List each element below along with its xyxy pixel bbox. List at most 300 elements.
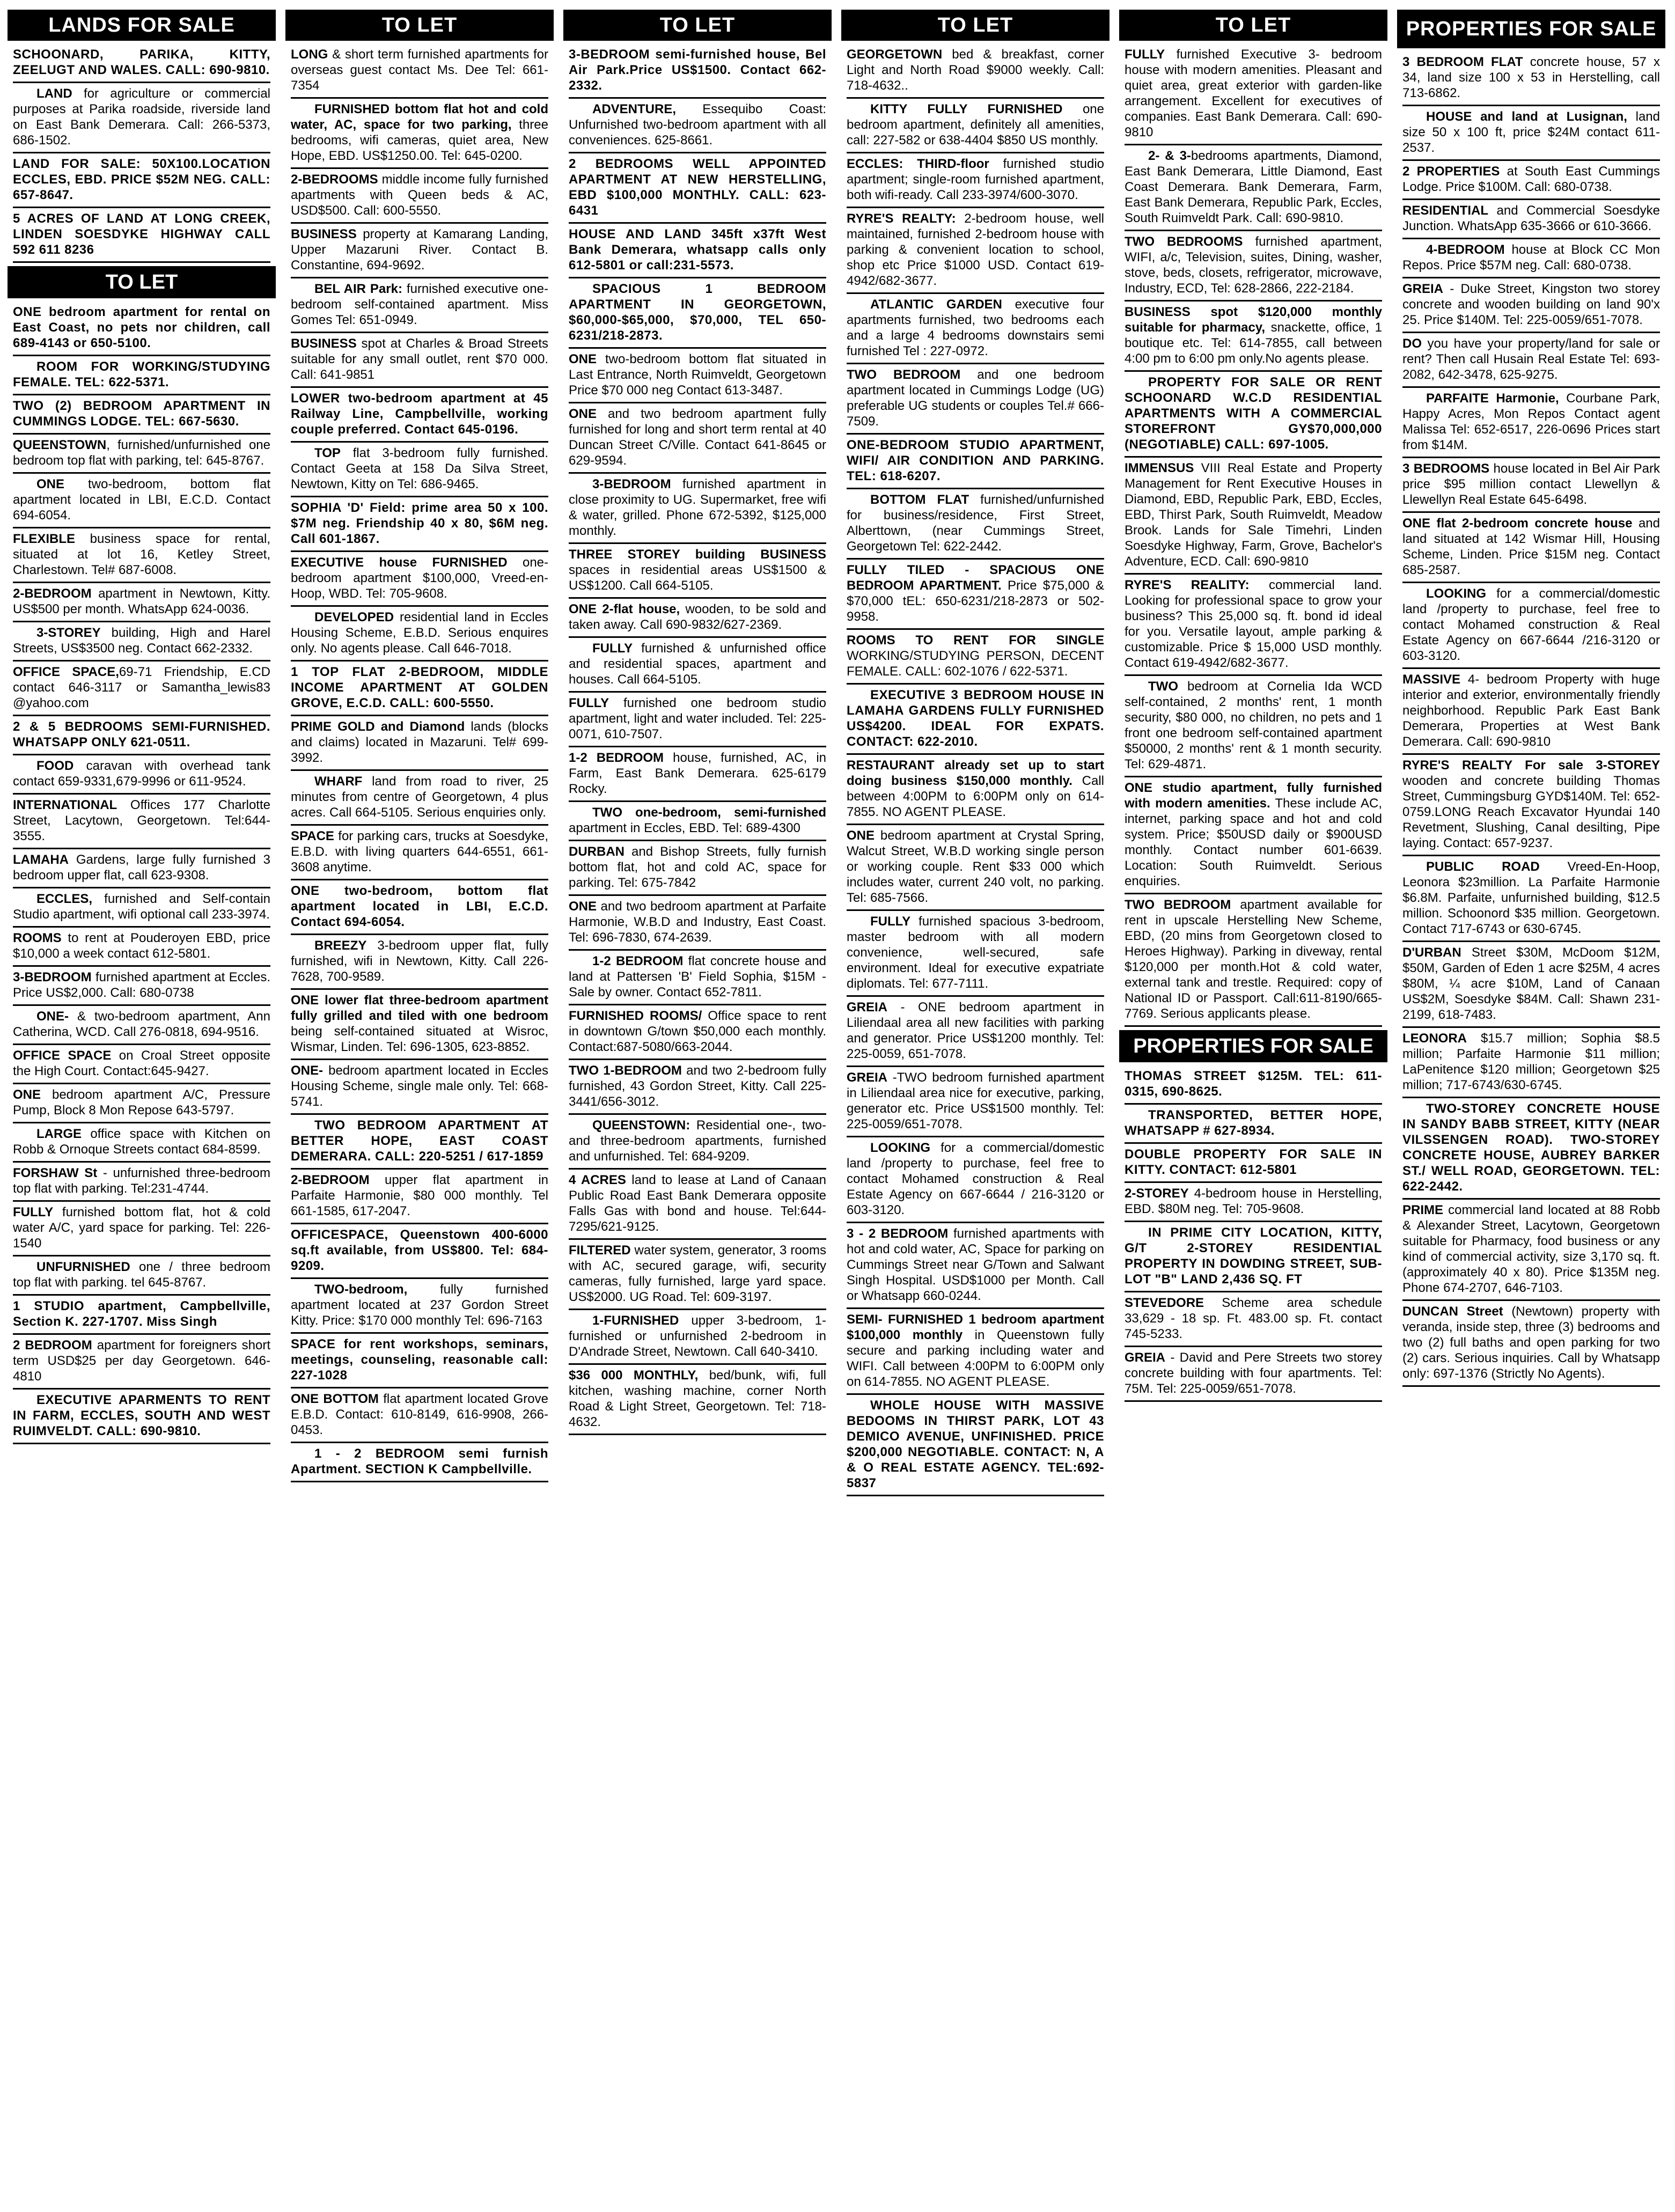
ad-lead: 2-BEDROOM [291,1173,370,1187]
ad-lead: BUSINESS [291,227,357,241]
ad-lead: LONG [291,47,328,62]
classified-ad [291,1060,548,1115]
ad-text: land size 50 x 100 ft, price $24M contact 611-2537. [1402,109,1660,155]
ad-text: HOUSE AND LAND 345ft x37ft West Bank Demerara, whatsapp calls only 612-5801 or call:231-5573. [569,227,826,273]
classified-ad [291,607,548,662]
ad-text: for parking cars, trucks at Soesdyke, E.B.D. with living quarters 644-6551, 661-3608 anytime. [291,829,548,874]
ad-text: apartment in Newtown, Kitty. US$500 per month. WhatsApp 624-0036. [13,586,270,616]
ad-text: & two-bedroom apartment, Ann Catherina, WCD. Call 276-0818, 694-9516. [13,1009,270,1039]
classified-ad [291,224,548,278]
classified-ad [569,44,826,99]
ad-text: caravan with overhead tank contact 659-9331,679-9996 or 611-9524. [13,759,270,789]
ad-text: water system, generator, 3 rooms with AC, secured garage, wifi, security cameras, fully furnished, large yard space. US$2000. UG Road. Tel: 609-3197. [569,1243,826,1304]
classified-ad [1125,1144,1382,1183]
classified-ad [569,153,826,224]
classified-ad [847,44,1104,99]
ad-lead: ONE [36,477,65,491]
ad-lead: GEORGETOWN [847,47,943,62]
ad-text: office space with Kitchen on Robb & Ornoque Streets contact 684-8599. [13,1127,270,1157]
ad-lead: 1-2 BEDROOM [569,751,664,765]
ad-text: property at Kamarang Landing, Upper Mazaruni River. Contact B. Constantine, 694-9692. [291,227,548,273]
ad-lead: DURBAN [569,844,625,859]
classified-ad [569,544,826,599]
ad-lead: ROOMS [13,931,62,945]
ad-lead: ONE [569,407,597,421]
ad-text: upper flat apartment in Parfaite Harmonie, $80 000 monthly. Tel 661-1585, 617-2047. [291,1173,548,1218]
ad-lead: ECCLES: THIRD-floor [847,157,989,171]
classified-ad [847,1309,1104,1395]
section-header: LANDS FOR SALE [8,10,276,41]
ad-text: two-bedroom bottom flat situated in Last Entrance, North Ruimveldt, Georgetown Price $70 000 neg Contact 613-3487. [569,352,826,398]
classified-ad [291,497,548,552]
ad-text: LOWER two-bedroom apartment at 45 Railway Line, Campbellville, working couple preferred. Contact 645-0196. [291,391,548,437]
ad-lead: PRIME [1402,1203,1444,1217]
ad-text: and Commercial Soesdyke Junction. WhatsApp 635-3666 or 610-3666. [1402,203,1660,233]
ad-lead: HOUSE and land at Lusignan, [1426,109,1627,124]
classified-ad [13,928,270,967]
classified-ad [847,435,1104,489]
ad-text: 2 & 5 BEDROOMS SEMI-FURNISHED. WHATSAPP ONLY 621-0511. [13,719,270,749]
ad-lead: QUEENSTOWN: [592,1118,690,1133]
ad-lead: FURNISHED ROOMS/ [569,1009,702,1023]
classified-ad [569,1365,826,1435]
ad-text: ROOM FOR WORKING/STUDYING FEMALE. TEL: 622-5371. [13,359,270,390]
ad-text: bedroom at Cornelia Ida WCD self-contained, 2 months' rent, 1 month security, $80 000, no children, no pets and 1 front one bedroom self-contained apartment $50000, 2 months' rent & 1 month security. Tel: 629-4871. [1125,679,1382,771]
ad-lead: FLEXIBLE [13,532,76,546]
ad-text: two-bedroom, bottom flat apartment located in LBI, E.C.D. Contact 694-6054. [13,477,270,523]
ad-text: bedroom apartment at Crystal Spring, Walcut Street, W.B.D working single person or working couple. Rent $33 000 which includes water, current 240 volt, no parking. Tel: 685-7566. [847,828,1104,905]
classified-ad [291,1115,548,1170]
classified-ad [569,1060,826,1115]
ad-text: one-bedroom apartment $100,000, Vreed-en-Hoop, WBD. Tel: 705-9608. [291,555,548,601]
ad-text: house located in Bel Air Park price $95 million contact Llewellyn & Llewellyn Real Estate 645-6498. [1402,461,1660,507]
section-header: TO LET [8,266,276,298]
ad-lead: 4 ACRES [569,1173,626,1187]
section-header: TO LET [841,10,1110,41]
classified-ad [291,552,548,607]
ad-text: Residential one-, two- and three-bedroom apartments, furnished and unfurnished. Tel: 684-9209. [569,1118,826,1164]
ad-lead: THREE STOREY building BUSINESS [569,547,826,562]
classified-ad [569,1005,826,1060]
classified-page [8,10,1667,2204]
ad-text: concrete house, 57 x 34, land size 100 x 53 in Herstelling, call 713-6862. [1402,55,1661,100]
classified-ad [13,83,270,153]
ad-lead: DEVELOPED [314,610,394,624]
ad-lead: LAMAHA [13,853,69,867]
classified-ad [291,333,548,388]
ad-lead: 3 - 2 BEDROOM [847,1226,949,1241]
ad-list [563,41,832,1435]
ad-lead: BOTTOM FLAT [870,493,969,507]
ad-lead: TWO BEDROOM [847,368,961,382]
ad-text: fully furnished apartment located at 237 Gordon Street Kitty. Price: $170 000 monthly Tel: 696-7163 [291,1282,548,1328]
ad-lead: SPACE [291,829,334,843]
ad-text: flat concrete house and land at Pattersen 'B' Field Sophia, $15M - Sale by owner. Contact 652-7811. [569,954,827,1000]
classified-ad [1125,894,1382,1027]
ad-text: 2-bedroom house, well maintained, furnished 2-bedroom house with parking & convenient location to school, shop etc Price $1000 USD. Contact 619-4942/682-3677. [847,211,1105,288]
ad-lead: FULLY [592,641,633,656]
classified-ad [569,841,826,896]
classified-ad [847,1137,1104,1223]
ad-lead: 4-BEDROOM [1426,242,1505,257]
ad-lead: LOOKING [870,1141,930,1155]
ad-text: PROPERTY FOR SALE OR RENT SCHOONARD W.C.D RESIDENTIAL APARTMENTS WITH A COMMERCIAL STOREFRONT GY$70,000,000 (NEGOTIABLE) CALL: 697-1005. [1125,375,1382,452]
classified-ad [569,599,826,638]
classified-ad [847,1067,1104,1137]
classified-ad [847,825,1104,911]
classified-ad [13,153,270,208]
ad-lead: LEONORA [1402,1031,1467,1046]
ad-text: commercial land. Looking for professional space to grow your business? This 25,000 sq. ft. bond id ideal for you. Versatile layout, ample parking & customizable. Price $ 15,000 USD monthly. Contact 619-4942/682-3677. [1125,578,1382,670]
ad-lead: FULLY [13,1205,54,1219]
ad-text: 5 ACRES OF LAND AT LONG CREEK, LINDEN SOESDYKE HIGHWAY CALL 592 611 8236 [13,211,270,257]
classified-ad [569,638,826,693]
ad-lead: OFFICE SPACE, [13,665,119,679]
ad-text: SCHOONARD, PARIKA, KITTY, ZEELUGT AND WALES. CALL: 690-9810. [13,47,270,77]
ad-text: These include AC, internet, parking space and hot and cold system. Price; $50USD daily or $900USD monthly. Contact number 601-6639. Location: South Ruimveldt. Serious enquiries. [1125,796,1382,888]
ad-text: on Croal Street opposite the High Court. Contact:645-9427. [13,1048,270,1078]
ad-lead: WHARF [314,774,363,789]
ad-lead: 2 BEDROOM [13,1338,92,1353]
ad-text: 69-71 Friendship, E.CD contact 646-3117 or Samantha_lewis83 @yahoo.com [13,665,270,710]
classified-ad [847,489,1104,560]
ad-text: lands (blocks and claims) located in Mazaruni. Tel# 699-3992. [291,719,548,765]
classified-ad [291,1334,548,1388]
classified-ad [847,560,1104,630]
ad-lead: TOP [314,446,341,460]
ad-text: 3-bedroom upper flat, fully furnished, wifi in Newtown, Kitty. Call 226-7628, 700-9589. [291,938,548,984]
classified-ad [847,630,1104,685]
classified-ad [1402,200,1660,239]
ad-lead: 3-BEDROOM [592,477,671,491]
classified-ad [291,990,548,1060]
ad-text: apartment for foreigners short term USD$25 per day Georgetown. 646-4810 [13,1338,270,1384]
ad-text: for agriculture or commercial purposes at Parika roadside, riverside land on East Bank Demerara. Call: 266-5373, 686-1502. [13,86,270,148]
ad-text: bedroom apartment A/C, Pressure Pump, Block 8 Mon Repose 643-5797. [13,1087,270,1118]
classified-ad [1402,583,1660,669]
ad-text: furnished one bedroom studio apartment, light and water included. Tel: 225-0071, 610-7507. [569,696,826,741]
ad-text: 4-bedroom house in Herstelling, EBD. $80M neg. Tel: 705-9608. [1125,1186,1382,1216]
classified-ad [291,771,548,826]
classified-ad [291,662,548,716]
ad-lead: FULLY [870,914,911,929]
ad-text: TWO-STOREY CONCRETE HOUSE IN SANDY BABB STREET, KITTY (NEAR VILSSENGEN ROAD). TWO-STOREY CONCRETE HOUSE, AUBREY BARKER ST./ WELL ROAD, GEORGETOWN. TEL: 622-2442. [1402,1101,1660,1194]
classified-ad [1125,777,1382,894]
classified-ad [1402,1200,1660,1301]
ad-lead: FULLY [1125,47,1165,62]
ad-lead: MASSIVE [1402,672,1461,687]
ad-text: 3-BEDROOM semi-furnished house, Bel Air Park.Price US$1500. Contact 662-2332. [569,47,826,93]
ad-text: furnished bottom flat, hot & cold water A/C, yard space for parking. Tel: 226-1540 [13,1205,270,1251]
column-lands-for-sale [8,10,276,2204]
ad-text: furnished apartment, WIFI, a/c, Television, suites, Dining, washer, stove, beds, closets, refrigerator, microwave, Industry, ECD, Tel: 628-2866, 222-2184. [1125,234,1382,296]
ad-lead: FURNISHED bottom flat hot and cold water, AC, space for two parking, [291,102,548,132]
ad-lead: INTERNATIONAL [13,798,117,812]
column-to-let-1 [285,10,554,2204]
column-properties-for-sale [1397,10,1665,2204]
ad-lead: ONE lower flat three-bedroom apartment fully grilled and tiled with one bedroom [291,993,548,1023]
ad-lead: FOOD [36,759,74,773]
classified-ad [291,1279,548,1334]
classified-ad [1125,1347,1382,1402]
ad-lead: TWO [1148,679,1178,694]
classified-ad [1125,1222,1382,1292]
classified-ad [13,795,270,849]
ad-lead: 1-2 BEDROOM [592,954,684,968]
classified-ad [847,1223,1104,1309]
ad-text: DOUBLE PROPERTY FOR SALE IN KITTY. CONTACT: 612-5801 [1125,1147,1382,1177]
ad-lead: ONE [569,352,597,366]
ad-lead: FILTERED [569,1243,631,1258]
ad-lead: ONE studio apartment, fully furnished with modern amenities. [1125,781,1382,811]
ad-lead: QUEENSTOWN [13,438,107,452]
ad-lead: BUSINESS [291,336,357,351]
classified-ad [1125,231,1382,302]
classified-ad [1402,333,1660,388]
classified-ad [569,1240,826,1310]
classified-ad [1125,302,1382,372]
ad-lead: LAND [36,86,72,101]
classified-ad [1402,106,1660,161]
classified-ad [1125,1183,1382,1222]
ad-text: Price $75,000 & $70,000 tEL: 650-6231/218-2873 or 502-9958. [847,578,1104,624]
ad-text: 1 TOP FLAT 2-BEDROOM, MIDDLE INCOME APARTMENT AT GOLDEN GROVE, E.C.D. CALL: 600-5550. [291,665,548,710]
ad-list [8,41,276,1444]
classified-ad [1402,755,1660,856]
ad-text: ONE two-bedroom, bottom flat apartment located in LBI, E.C.D. Contact 694-6054. [291,884,548,929]
ad-text: - ONE bedroom apartment in Liliendaal area all new facilities with parking and generator. Price US$1200 monthly. Tel: 225-0059, 651-7078. [847,1000,1104,1061]
classified-ad [1402,1028,1660,1098]
classified-ad [291,278,548,333]
classified-ad [1402,942,1660,1028]
ad-text: Vreed-En-Hoop, Leonora $23million. La Parfaite Harmonie $6.8M. Parfaite, unfurnished building, $12.5 million. Schoonord $35 million. Georgetown. Contact 717-6743 or 630-6745. [1402,859,1660,936]
ad-text: furnished and Self-contain Studio apartment, wifi optional call 233-3974. [13,892,270,922]
classified-ad [291,388,548,443]
classified-ad [13,1084,270,1123]
classified-ad [1125,458,1382,575]
ad-text: WHOLE HOUSE WITH MASSIVE BEDOOMS IN THIRST PARK, LOT 43 DEMICO AVENUE, UNFINISHED. PRICE $200,000 NEGOTIABLE. CONTACT: N, A & O REAL ESTATE AGENCY. TEL:692-5837 [847,1398,1104,1490]
ad-text: SPACE for rent workshops, seminars, meetings, counseling, reasonable call: 227-1028 [291,1337,548,1383]
ad-lead: OFFICE SPACE [13,1048,112,1063]
classified-ad [847,208,1104,294]
classified-ad [13,849,270,888]
classified-ad [13,1006,270,1045]
ad-text: furnished executive one-bedroom self-contained apartment. Miss Gomes Tel: 651-0949. [291,282,548,327]
ad-lead: TWO-bedroom, [314,1282,408,1297]
classified-ad [1125,575,1382,676]
ad-lead: ONE [13,1087,41,1102]
classified-ad [13,1202,270,1256]
classified-ad [847,99,1104,153]
ad-text: in Queenstown fully secure and parking including water and WIFI. Call between 4:00PM to 6:00PM only on 614-7855. NO AGENT PLEASE. [847,1328,1104,1389]
classified-ad [13,888,270,928]
classified-ad [291,1388,548,1443]
ad-text: building, High and Harel Streets, US$3500 neg. Contact 662-2332. [13,626,270,656]
ad-text: furnished & unfurnished office and residential spaces, apartment and houses. Call 664-5105. [569,641,826,687]
column-to-let-4 [1119,10,1387,2204]
classified-ad [1402,856,1660,942]
classified-ad [13,755,270,795]
ad-lead: SEMI- FURNISHED 1 bedroom apartment $100,000 monthly [847,1312,1104,1342]
ad-text: apartment available for rent in upscale Herstelling New Scheme, EBD, (20 mins from Georgetown closed to Heroes Highway). Parking in diveway, rental $120,000 per month.Hot & cold water, external tank and trestle. Required: copy of National ID or Passport. Call:611-8190/665-7769. Serious applicants please. [1125,898,1382,1021]
classified-ad [847,685,1104,755]
classified-ad [13,1163,270,1202]
ad-lead: KITTY FULLY FURNISHED [870,102,1063,116]
ad-lead: GREIA [1125,1350,1166,1365]
ad-text: at South East Cummings Lodge. Price $100M. Call: 680-0738. [1402,164,1661,194]
ad-lead: FORSHAW St [13,1166,98,1180]
ad-text: - unfurnished three-bedroom top flat with parking. Tel:231-4744. [13,1166,271,1196]
section-header: TO LET [285,10,554,41]
ad-text: SOPHIA 'D' Field: prime area 50 x 100. $7M neg. Friendship 40 x 80, $6M neg. Call 601-1867. [291,501,548,546]
ad-text: middle income fully furnished apartments with Queen beds & AC, USD$500. Call: 600-5550. [291,172,548,218]
classified-ad [1402,278,1660,333]
ad-text: 1 STUDIO apartment, Campbellville, Section K. 227-1707. Miss Singh [13,1299,270,1329]
ad-lead: BEL AIR Park: [314,282,402,296]
ad-lead: ONE- [291,1063,323,1078]
ad-lead: GREIA [1402,282,1444,296]
classified-ad [569,278,826,349]
ad-text: three bedrooms, wifi cameras, quiet area, New Hope, EBD. US$1250.00. Tel: 645-0200. [291,117,548,163]
ad-text: wooden and concrete building Thomas Street, Cummingsburg GYD$140M. Tel: 652-0759.LONG Reach Excavator Hyundai 140 Revetment, Slushing, Canal desilting, Pipe laying. Contact: 657-9237. [1402,774,1660,850]
classified-ad [1402,513,1660,583]
classified-ad [569,747,826,802]
ad-text: Call between 4:00PM to 6:00PM only on 614-7855. NO AGENT PLEASE. [847,774,1104,819]
classified-ad [13,1045,270,1084]
classified-ad [847,911,1104,997]
classified-ad [1402,458,1660,513]
ad-text: Gardens, large fully furnished 3 bedroom upper flat, call 623-9308. [13,853,270,883]
ad-lead: PUBLIC ROAD [1426,859,1540,874]
classified-ad [1402,388,1660,458]
ad-text: 2 BEDROOMS WELL APPOINTED APARTMENT AT NEW HERSTELLING, EBD $100,000 MONTHLY. CALL: 623-6431 [569,157,826,218]
classified-ad [1402,239,1660,278]
classified-ad [1402,1098,1660,1200]
ad-lead: 2-BEDROOMS [291,172,378,187]
ad-text: land to lease at Land of Canaan Public Road East Bank Demerara opposite Falls Gas with bond and house. Tel:644-7295/621-9125. [569,1173,827,1234]
ad-lead: ADVENTURE, [592,102,677,116]
ad-text: $15.7 million; Sophia $8.5 million; Parfaite Harmonie $11 million; LaPenitence $120 million; Georgetown $25 million; 717-6743/630-6745. [1402,1031,1660,1092]
ad-lead: 1-FURNISHED [592,1313,679,1328]
classified-ad [1125,1292,1382,1347]
ad-text: house at Block CC Mon Repos. Price $57M neg. Call: 680-0738. [1402,242,1660,273]
classified-ad [291,99,548,169]
classified-ad [291,1443,548,1482]
classified-ad [847,755,1104,825]
ad-text: and two 2-bedroom fully furnished, 43 Gordon Street, Kitty. Call 225- 3441/656-3012. [569,1063,826,1109]
classified-ad [13,1390,270,1444]
ad-text: WORKING/STUDYING PERSON, DECENT FEMALE. CALL: 602-1076 / 622-5371. [847,649,1104,679]
ad-list [285,41,554,1482]
classified-ad [569,1310,826,1365]
ad-lead: TWO BEDROOM [1125,898,1231,912]
ad-text: upper 3-bedroom, 1-furnished or unfurnished 2-bedroom in D'Andrade Street, Newtown. Call 640-3410. [569,1313,826,1359]
classified-ad [291,44,548,99]
ad-text: residential land in Eccles Housing Scheme, E.B.D. Serious enquires only. No agents please. Call 646-7018. [291,610,548,656]
ad-text: 1 - 2 BEDROOM semi furnish Apartment. SECTION K Campbellville. [291,1446,548,1476]
ad-text: for a commercial/domestic land /property to purchase, feel free to contact Mohamed construction & Real Estate Agency on 667-6644 /216-3120 or 603-3120. [1402,586,1660,663]
classified-ad [13,528,270,583]
ad-text: and two bedroom apartment fully furnished for long and short term rental at 40 Duncan Street C/Ville. Contact 641-8645 or 629-9594. [569,407,826,468]
classified-ad [1402,1301,1660,1387]
ad-text: Essequibo Coast: Unfurnished two-bedroom apartment with all conveniences. 625-8661. [569,102,826,148]
ad-lead: LARGE [36,1127,82,1141]
ad-lead: ATLANTIC GARDEN [870,297,1002,312]
classified-ad [13,622,270,662]
ad-lead: ROOMS TO RENT FOR SINGLE [847,633,1104,648]
ad-text: business space for rental, situated at lot 16, Ketley Street, Charlestown. Tel# 687-6008. [13,532,270,577]
ad-text: furnished studio apartment; single-room furnished apartment, both wifi-ready. Call 233-3974/600-3070. [847,157,1104,202]
classified-ad [569,1115,826,1170]
classified-ad [1125,44,1382,145]
ad-lead: RESIDENTIAL [1402,203,1489,218]
ad-text: land from road to river, 25 minutes from centre of Georgetown, 4 plus acres. Call 664-5105. Serious enquiries only. [291,774,548,820]
classified-ad [569,693,826,747]
ad-lead: DUNCAN Street [1402,1304,1503,1319]
ad-lead: LOOKING [1426,586,1486,601]
classified-ad [847,1395,1104,1496]
classified-ad [13,967,270,1006]
classified-ad [1402,669,1660,755]
ad-text: snackette, office, 1 boutique etc. Tel: 614-7855, call between 4:00 pm to 6:00 pm only.No agents please. [1125,320,1383,366]
ad-text: for a commercial/domestic land /property to purchase, feel free to contact Mohamed construction & Real Estate Agency on 667-6644 / 216-3120 or 603-3120. [847,1141,1104,1217]
ad-lead: ONE flat 2-bedroom concrete house [1402,516,1633,531]
ad-lead: STEVEDORE [1125,1296,1204,1310]
ad-text: EXECUTIVE APARMENTS TO RENT IN FARM, ECCLES, SOUTH AND WEST RUIMVELDT. CALL: 690-9810. [13,1393,270,1438]
ad-list [1397,48,1665,1387]
ad-lead: TWO one-bedroom, semi-furnished [592,805,826,820]
classified-ad [291,169,548,224]
ad-text: TWO (2) BEDROOM APARTMENT IN CUMMINGS LODGE. TEL: 667-5630. [13,399,270,429]
ad-lead: $36 000 MONTHLY, [569,1368,699,1383]
ad-lead: 2-BEDROOM [13,586,92,601]
ad-text: (Newtown) property with veranda, inside step, three (3) bedrooms and two (2) full baths and open parking for two (2) cars. Serious inquiries. Call by Whatsapp only: 697-1376 (Strictly No Agents). [1402,1304,1661,1381]
ad-lead: ONE- [36,1009,69,1024]
ad-text: spaces in residential areas US$1500 & US$1200. Call 664-5105. [569,563,826,593]
classified-ad [1125,1105,1382,1144]
ad-text: EXECUTIVE 3 BEDROOM HOUSE IN LAMAHA GARDENS FULLY FURNISHED US$4200. IDEAL FOR EXPATS. CONTACT: 622-2010. [847,688,1104,749]
ad-text: wooden, to be sold and taken away. Call 690-9832/627-2369. [569,602,826,632]
classified-ad [291,716,548,771]
classified-ad [13,1123,270,1163]
classified-ad [847,294,1104,364]
ad-lead: ONE 2-flat house, [569,602,680,616]
ad-text: Street $30M, McDoom $12M, $50M, Garden of Eden 1 acre $25M, 4 acres $80M, ¼ acre $10M, Land of Canaan US$2M, Soesdyke $84M. Call: Shawn 231-2199, 618-7483. [1402,945,1660,1022]
classified-ad [13,583,270,622]
classified-ad [13,435,270,474]
ad-text: Scheme area schedule 33,629 - 18 sp. Ft. 483.00 sp. Ft. contact 745-5233. [1125,1296,1382,1341]
ad-lead: PRIME GOLD and Diamond [291,719,465,734]
ad-text: IN PRIME CITY LOCATION, KITTY, G/T 2-STOREY RESIDENTIAL PROPERTY IN DOWDING STREET, SUB-LOT "B" LAND 2,436 SQ. FT [1125,1225,1382,1287]
ad-lead: DO [1402,336,1422,351]
ad-text: furnished Executive 3- bedroom house with modern amenities. Pleasant and quiet area, great exterior with garden-like arrangement. Excellent for executives of companies. East Bank Demerara. Call: 690-9810 [1125,47,1382,139]
ad-text: furnished apartment at Eccles. Price US$2,000. Call: 680-0738 [13,970,270,1000]
ad-lead: 2-STOREY [1125,1186,1189,1201]
section-header: TO LET [1119,10,1387,41]
ad-lead: BREEZY [314,938,367,953]
ad-text: SPACIOUS 1 BEDROOM APARTMENT IN GEORGETOWN, $60,000-$65,000, $70,000, TEL 650-6231/218-2873. [569,282,826,343]
classified-ad [13,474,270,528]
classified-ad [291,880,548,935]
ad-lead: 3-STOREY [36,626,101,640]
ad-text: bedrooms apartments, Diamond, East Bank Demerara, Little Diamond, East Coast Demerara. Bank Demerara, Farm, East Bank Demerara, Republic Park, Eccles, South Ruimveldt Park. Call: 690-9810. [1125,149,1382,225]
ad-text: Office space to rent in downtown G/town $50,000 each monthly. Contact:687-5080/663-2044. [569,1009,826,1054]
ad-text: OFFICESPACE, Queenstown 400-6000 sq.ft available, from US$800. Tel: 684-9209. [291,1228,548,1273]
ad-lead: RYRE'S REALITY: [1125,578,1250,592]
classified-ad [291,1224,548,1279]
classified-ad [1125,676,1382,777]
ad-text: TRANSPORTED, BETTER HOPE, WHATSAPP # 627-8934. [1125,1108,1382,1138]
